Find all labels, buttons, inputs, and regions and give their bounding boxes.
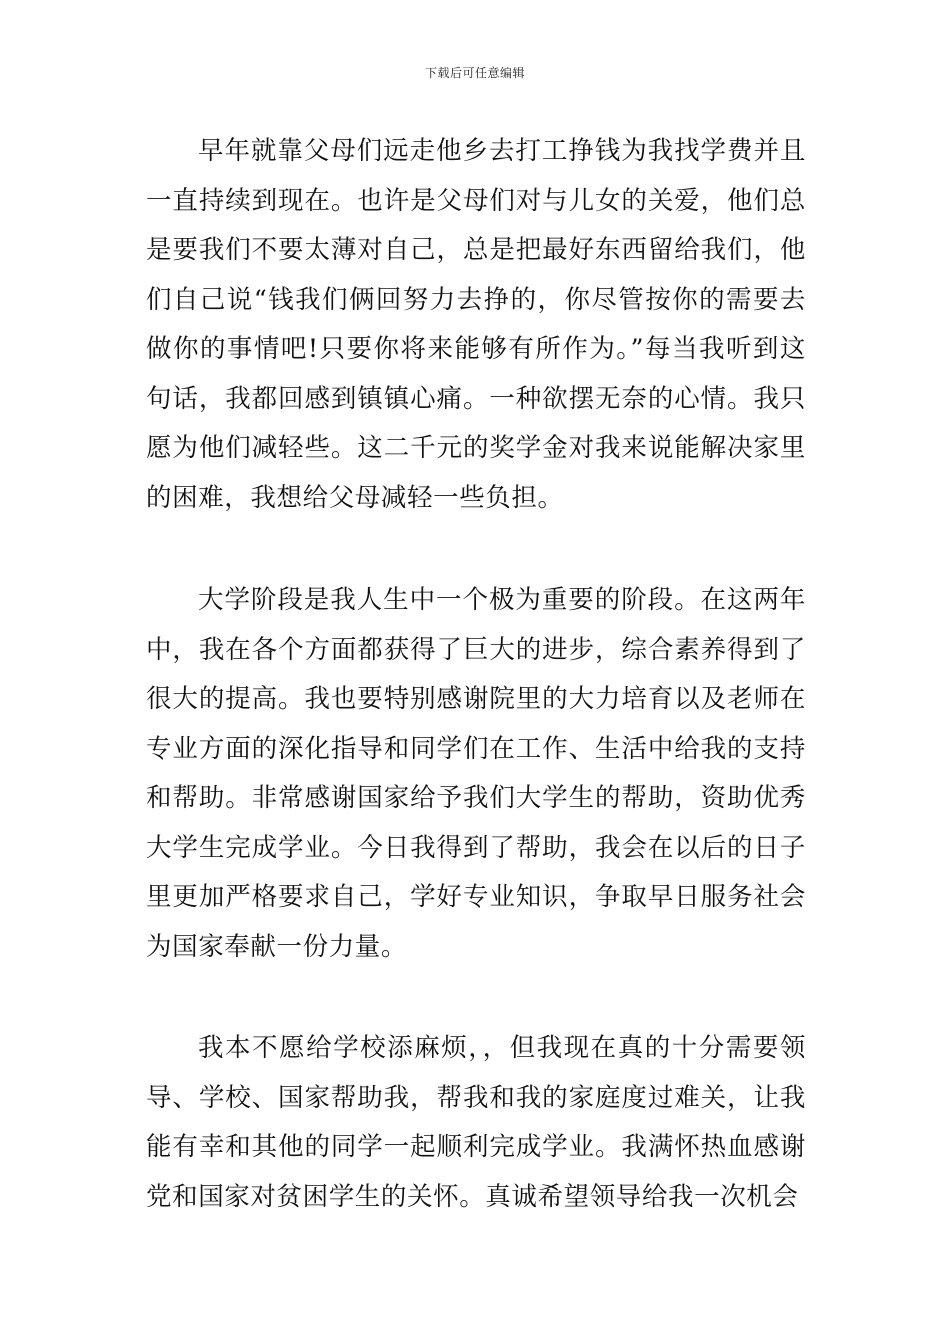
- paragraph-2: 大学阶段是我人生中一个极为重要的阶段。在这两年中，我在各个方面都获得了巨大的进步，综合素养得到了很大的提高。我也要特别感谢院里的大力培育以及老师在专业方面的深化指导和同学们在工作、生活中给我的支持和帮助。非常感谢国家给予我们大学生的帮助，资助优秀大学生完成学业。今日我得到了帮助，我会在以后的日子里更加严格要求自己，学好专业知识，争取早日服务社会为国家奉献一份力量。: [146, 585, 806, 962]
- paragraph-1: 早年就靠父母们远走他乡去打工挣钱为我找学费并且一直持续到现在。也许是父母们对与儿女的关爱，他们总是要我们不要太薄对自己，总是把最好东西留给我们，他们自己说“钱我们俩回努力去挣的，你尽管按你的需要去做你的事情吧!只要你将来能够有所作为。”每当我听到这句话，我都回感到镇镇心痛。一种欲摆无奈的心情。我只愿为他们减轻些。这二千元的奖学金对我来说能解决家里的困难，我想给父母减轻一些负担。: [146, 136, 806, 513]
- header-note: 下载后可任意编辑: [424, 66, 525, 80]
- paragraph-3: 我本不愿给学校添麻烦，，但我现在真的十分需要领导、学校、国家帮助我，帮我和我的家庭度过难关，让我能有幸和其他的同学一起顺利完成学业。我满怀热血感谢党和国家对贫困学生的关怀。真诚希望领导给我一次机会: [146, 1033, 806, 1212]
